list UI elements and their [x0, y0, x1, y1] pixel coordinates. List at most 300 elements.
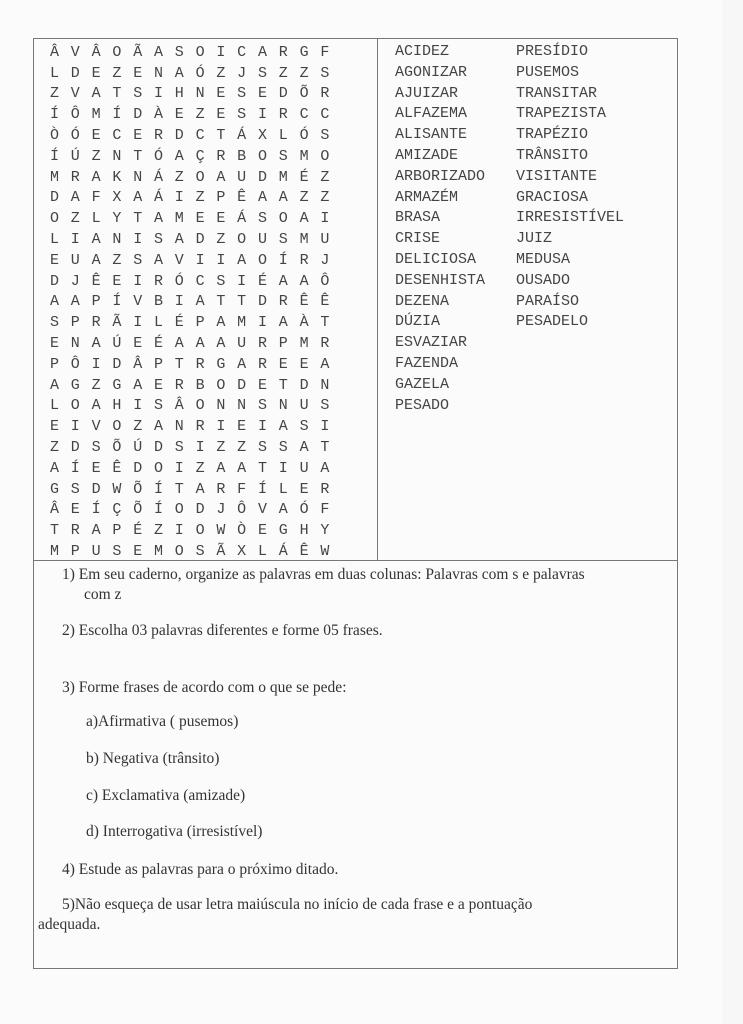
grid-letter: A: [216, 335, 226, 353]
grid-letter: J: [237, 64, 247, 82]
grid-letter: M: [237, 314, 247, 332]
grid-letter: G: [70, 376, 80, 394]
grid-letter: O: [237, 231, 247, 249]
grid-letter: R: [70, 522, 80, 540]
question-4: 4) Estude as palavras para o próximo ditado.: [62, 861, 339, 878]
grid-letter: A: [91, 231, 101, 249]
question-1: 1) Em seu caderno, organize as palavras em duas colunas: Palavras com s e palavras: [62, 566, 585, 583]
grid-letter: F: [320, 43, 330, 61]
grid-row: [34, 271, 377, 292]
grid-letter: P: [195, 314, 205, 332]
word-list-item: TRANSITAR: [516, 84, 598, 102]
grid-letter: E: [257, 522, 267, 540]
word-list-item: ARMAZÉM: [395, 188, 459, 206]
grid-letter: M: [174, 210, 184, 228]
word-list-column-1: [395, 42, 516, 563]
word-list-item: PESADELO: [516, 313, 589, 331]
grid-letter: J: [216, 501, 226, 519]
grid-letter: R: [153, 127, 163, 145]
grid-letter: Z: [195, 459, 205, 477]
grid-letter: A: [216, 314, 226, 332]
grid-letter: E: [112, 272, 122, 290]
grid-letter: Â: [133, 355, 143, 373]
grid-letter: D: [112, 355, 122, 373]
grid-letter: S: [112, 543, 122, 561]
grid-letter: X: [112, 189, 122, 207]
grid-letter: N: [320, 376, 330, 394]
grid-letter: E: [91, 64, 101, 82]
grid-letter: E: [91, 127, 101, 145]
grid-letter: R: [320, 480, 330, 498]
grid-letter: N: [237, 397, 247, 415]
word-list-item: DESENHISTA: [395, 271, 486, 289]
grid-letter: Ç: [195, 147, 205, 165]
grid-letter: Z: [153, 522, 163, 540]
grid-row: [34, 42, 377, 63]
grid-letter: I: [320, 418, 330, 436]
grid-letter: T: [133, 147, 143, 165]
grid-letter: A: [153, 210, 163, 228]
grid-letter: Ó: [299, 501, 309, 519]
grid-letter: A: [195, 480, 205, 498]
grid-letter: À: [153, 106, 163, 124]
grid-letter: É: [133, 522, 143, 540]
word-list-item: VISITANTE: [516, 167, 598, 185]
grid-letter: A: [237, 459, 247, 477]
word-list-item: JUIZ: [516, 230, 553, 248]
word-list-item: DÚZIA: [395, 313, 441, 331]
grid-letter: A: [91, 251, 101, 269]
grid-letter: E: [257, 85, 267, 103]
grid-letter: A: [257, 43, 267, 61]
grid-letter: O: [320, 147, 330, 165]
grid-letter: D: [91, 480, 101, 498]
grid-letter: I: [133, 397, 143, 415]
grid-letter: R: [153, 272, 163, 290]
grid-letter: I: [195, 251, 205, 269]
grid-letter: O: [195, 168, 205, 186]
grid-letter: T: [216, 127, 226, 145]
grid-letter: R: [257, 355, 267, 373]
grid-letter: E: [299, 480, 309, 498]
grid-letter: E: [257, 376, 267, 394]
word-list-item: ESVAZIAR: [395, 334, 468, 352]
grid-letter: I: [237, 272, 247, 290]
grid-letter: P: [153, 355, 163, 373]
word-list-item: ALFAZEMA: [395, 105, 468, 123]
grid-letter: O: [278, 210, 288, 228]
grid-letter: O: [174, 501, 184, 519]
grid-letter: Z: [299, 64, 309, 82]
grid-letter: Z: [91, 376, 101, 394]
question-3d: d) Interrogativa (irresistível): [86, 823, 263, 840]
grid-letter: S: [278, 231, 288, 249]
grid-letter: Y: [112, 210, 122, 228]
grid-letter: A: [320, 459, 330, 477]
grid-letter: C: [112, 127, 122, 145]
grid-letter: N: [133, 168, 143, 186]
grid-letter: A: [278, 418, 288, 436]
worksheet-frame: [33, 38, 678, 969]
word-list-item: CRISE: [395, 230, 441, 248]
grid-letter: T: [112, 85, 122, 103]
grid-letter: D: [70, 439, 80, 457]
grid-letter: O: [195, 43, 205, 61]
grid-letter: Á: [153, 168, 163, 186]
grid-letter: U: [257, 231, 267, 249]
grid-letter: A: [174, 147, 184, 165]
grid-letter: E: [195, 210, 205, 228]
grid-letter: A: [237, 355, 247, 373]
grid-letter: R: [216, 147, 226, 165]
grid-letter: Â: [91, 43, 101, 61]
grid-letter: Á: [278, 543, 288, 561]
grid-letter: E: [133, 543, 143, 561]
grid-letter: Z: [195, 106, 205, 124]
grid-letter: A: [70, 189, 80, 207]
grid-letter: S: [320, 64, 330, 82]
grid-letter: A: [195, 335, 205, 353]
grid-letter: D: [174, 127, 184, 145]
grid-letter: E: [299, 355, 309, 373]
grid-letter: A: [174, 335, 184, 353]
grid-letter: Z: [216, 439, 226, 457]
word-list-item: MEDUSA: [516, 250, 571, 268]
grid-letter: E: [133, 335, 143, 353]
grid-letter: I: [174, 522, 184, 540]
grid-letter: W: [112, 480, 122, 498]
grid-letter: Í: [112, 293, 122, 311]
grid-letter: N: [195, 85, 205, 103]
grid-letter: L: [91, 210, 101, 228]
grid-letter: A: [153, 43, 163, 61]
grid-letter: D: [50, 272, 60, 290]
grid-letter: T: [174, 355, 184, 373]
grid-letter: N: [278, 397, 288, 415]
grid-letter: D: [299, 376, 309, 394]
grid-row: [34, 250, 377, 271]
question-1-continued: com z: [84, 586, 122, 603]
grid-letter: D: [257, 168, 267, 186]
grid-letter: I: [174, 189, 184, 207]
grid-letter: G: [299, 43, 309, 61]
grid-letter: Í: [70, 459, 80, 477]
grid-letter: Ó: [174, 272, 184, 290]
grid-letter: O: [195, 397, 205, 415]
grid-letter: E: [216, 210, 226, 228]
grid-letter: O: [112, 43, 122, 61]
grid-row: [34, 188, 377, 209]
grid-letter: C: [320, 106, 330, 124]
letter-grid: [34, 39, 378, 560]
grid-letter: R: [278, 293, 288, 311]
grid-letter: R: [195, 355, 205, 373]
grid-letter: É: [257, 272, 267, 290]
grid-letter: E: [237, 418, 247, 436]
grid-letter: Z: [70, 210, 80, 228]
question-3a: a)Afirmativa ( pusemos): [86, 713, 239, 730]
grid-letter: Z: [112, 64, 122, 82]
grid-letter: Ô: [237, 501, 247, 519]
grid-letter: Z: [237, 439, 247, 457]
grid-letter: D: [50, 189, 60, 207]
grid-letter: O: [50, 210, 60, 228]
grid-letter: E: [153, 376, 163, 394]
grid-row: [34, 500, 377, 521]
grid-letter: Z: [112, 251, 122, 269]
grid-letter: F: [237, 480, 247, 498]
grid-letter: O: [257, 251, 267, 269]
word-list-item: PRESÍDIO: [516, 43, 589, 60]
grid-letter: Ò: [237, 522, 247, 540]
grid-letter: S: [320, 127, 330, 145]
grid-letter: Ú: [112, 335, 122, 353]
grid-letter: A: [299, 272, 309, 290]
word-list-item: ACIDEZ: [395, 43, 450, 60]
grid-row: [34, 208, 377, 229]
grid-letter: P: [112, 522, 122, 540]
grid-letter: À: [299, 314, 309, 332]
grid-letter: B: [195, 376, 205, 394]
word-list-column-2: [516, 42, 666, 563]
grid-letter: P: [91, 293, 101, 311]
grid-row: [34, 146, 377, 167]
grid-letter: A: [91, 522, 101, 540]
grid-letter: A: [153, 418, 163, 436]
question-3c: c) Exclamativa (amizade): [86, 787, 246, 804]
grid-letter: Ó: [153, 147, 163, 165]
word-search-section: [34, 39, 677, 561]
grid-letter: R: [174, 376, 184, 394]
grid-letter: Ê: [299, 293, 309, 311]
grid-letter: I: [133, 314, 143, 332]
word-list-item: PARAÍSO: [516, 292, 580, 310]
grid-row: [34, 416, 377, 437]
grid-letter: U: [70, 251, 80, 269]
grid-letter: T: [320, 314, 330, 332]
grid-letter: N: [174, 418, 184, 436]
grid-letter: I: [278, 459, 288, 477]
word-list-item: DEZENA: [395, 292, 450, 310]
grid-letter: I: [133, 272, 143, 290]
grid-letter: C: [237, 43, 247, 61]
grid-letter: A: [153, 251, 163, 269]
grid-letter: S: [174, 43, 184, 61]
grid-letter: D: [195, 501, 205, 519]
grid-letter: Á: [237, 210, 247, 228]
grid-letter: A: [278, 314, 288, 332]
grid-letter: E: [174, 106, 184, 124]
grid-letter: A: [278, 501, 288, 519]
grid-letter: A: [278, 272, 288, 290]
grid-letter: Ú: [133, 439, 143, 457]
grid-letter: A: [174, 64, 184, 82]
grid-letter: C: [299, 106, 309, 124]
grid-letter: G: [50, 480, 60, 498]
grid-letter: T: [278, 376, 288, 394]
grid-letter: R: [320, 85, 330, 103]
grid-letter: R: [320, 335, 330, 353]
word-list-item: FAZENDA: [395, 354, 459, 372]
grid-letter: S: [257, 397, 267, 415]
word-list-item: GAZELA: [395, 375, 450, 393]
grid-letter: D: [257, 293, 267, 311]
grid-letter: Z: [320, 189, 330, 207]
grid-letter: R: [216, 480, 226, 498]
grid-row: [34, 541, 377, 562]
grid-letter: E: [216, 106, 226, 124]
grid-letter: Í: [112, 106, 122, 124]
grid-letter: T: [257, 459, 267, 477]
grid-letter: S: [237, 85, 247, 103]
grid-letter: R: [278, 106, 288, 124]
grid-letter: I: [257, 418, 267, 436]
grid-letter: A: [50, 459, 60, 477]
grid-letter: Ú: [70, 147, 80, 165]
grid-row: [34, 167, 377, 188]
grid-letter: D: [133, 459, 143, 477]
grid-letter: Z: [50, 439, 60, 457]
grid-letter: V: [257, 501, 267, 519]
grid-letter: O: [174, 543, 184, 561]
grid-letter: P: [70, 314, 80, 332]
grid-letter: Z: [195, 189, 205, 207]
grid-row: [34, 354, 377, 375]
grid-letter: Ò: [50, 127, 60, 145]
grid-letter: P: [216, 189, 226, 207]
grid-letter: G: [278, 522, 288, 540]
grid-letter: A: [278, 189, 288, 207]
grid-letter: Ô: [70, 355, 80, 373]
word-list-item: AGONIZAR: [395, 63, 468, 81]
grid-letter: S: [50, 314, 60, 332]
grid-letter: Z: [133, 418, 143, 436]
grid-letter: Ô: [320, 272, 330, 290]
grid-letter: Z: [299, 189, 309, 207]
grid-letter: A: [91, 168, 101, 186]
grid-letter: U: [320, 231, 330, 249]
grid-row: [34, 333, 377, 354]
grid-letter: E: [216, 85, 226, 103]
grid-letter: Ó: [70, 127, 80, 145]
grid-letter: S: [70, 480, 80, 498]
grid-letter: Í: [50, 147, 60, 165]
grid-letter: R: [257, 335, 267, 353]
word-list-item: TRÂNSITO: [516, 146, 589, 164]
grid-letter: D: [278, 85, 288, 103]
grid-letter: L: [50, 231, 60, 249]
word-list-item: AJUIZAR: [395, 84, 459, 102]
grid-letter: F: [91, 189, 101, 207]
grid-row: [34, 479, 377, 500]
grid-letter: Í: [257, 480, 267, 498]
grid-letter: Â: [50, 43, 60, 61]
grid-letter: T: [133, 210, 143, 228]
grid-letter: I: [91, 355, 101, 373]
question-3b: b) Negativa (trânsito): [86, 750, 220, 767]
grid-letter: I: [153, 85, 163, 103]
grid-letter: V: [174, 251, 184, 269]
grid-letter: H: [174, 85, 184, 103]
grid-letter: U: [299, 459, 309, 477]
grid-letter: Z: [91, 147, 101, 165]
grid-letter: Õ: [133, 501, 143, 519]
grid-letter: N: [112, 147, 122, 165]
grid-letter: O: [257, 147, 267, 165]
grid-letter: Ê: [237, 189, 247, 207]
word-list-item: IRRESISTÍVEL: [516, 209, 625, 227]
grid-letter: É: [174, 314, 184, 332]
grid-letter: O: [70, 397, 80, 415]
grid-letter: M: [50, 543, 60, 561]
grid-letter: E: [50, 418, 60, 436]
question-2: 2) Escolha 03 palavras diferentes e forme 05 frases.: [62, 622, 383, 639]
grid-letter: Õ: [133, 480, 143, 498]
grid-letter: S: [91, 439, 101, 457]
word-list-item: PESADO: [395, 396, 450, 414]
grid-letter: É: [153, 335, 163, 353]
grid-letter: T: [216, 293, 226, 311]
grid-letter: S: [133, 85, 143, 103]
grid-row: [34, 125, 377, 146]
grid-letter: A: [133, 376, 143, 394]
grid-letter: S: [195, 543, 205, 561]
grid-letter: Ã: [112, 314, 122, 332]
grid-letter: Z: [216, 64, 226, 82]
grid-letter: A: [216, 168, 226, 186]
grid-letter: A: [70, 293, 80, 311]
grid-letter: A: [320, 355, 330, 373]
grid-row: [34, 396, 377, 417]
grid-letter: T: [174, 480, 184, 498]
grid-letter: R: [278, 43, 288, 61]
grid-letter: I: [174, 293, 184, 311]
grid-letter: S: [299, 418, 309, 436]
grid-letter: Ó: [195, 64, 205, 82]
grid-letter: Ê: [320, 293, 330, 311]
word-list-item: BRASA: [395, 209, 441, 227]
grid-letter: T: [50, 522, 60, 540]
grid-letter: Â: [50, 501, 60, 519]
grid-letter: O: [195, 522, 205, 540]
instructions-section: [34, 561, 677, 968]
grid-letter: S: [174, 439, 184, 457]
grid-letter: K: [112, 168, 122, 186]
grid-letter: B: [237, 147, 247, 165]
grid-letter: R: [195, 418, 205, 436]
grid-letter: M: [299, 231, 309, 249]
grid-letter: N: [70, 335, 80, 353]
grid-letter: C: [195, 127, 205, 145]
grid-letter: Â: [174, 397, 184, 415]
grid-letter: O: [153, 459, 163, 477]
grid-letter: N: [153, 64, 163, 82]
grid-letter: I: [257, 314, 267, 332]
grid-letter: P: [278, 335, 288, 353]
grid-letter: Ã: [216, 543, 226, 561]
grid-row: [34, 63, 377, 84]
grid-letter: D: [153, 439, 163, 457]
word-list-item: TRAPÉZIO: [516, 126, 589, 144]
grid-letter: N: [112, 231, 122, 249]
grid-letter: P: [50, 355, 60, 373]
grid-letter: E: [70, 501, 80, 519]
grid-letter: E: [278, 355, 288, 373]
grid-letter: T: [237, 293, 247, 311]
grid-letter: L: [50, 397, 60, 415]
grid-letter: Ô: [70, 106, 80, 124]
grid-letter: I: [257, 106, 267, 124]
